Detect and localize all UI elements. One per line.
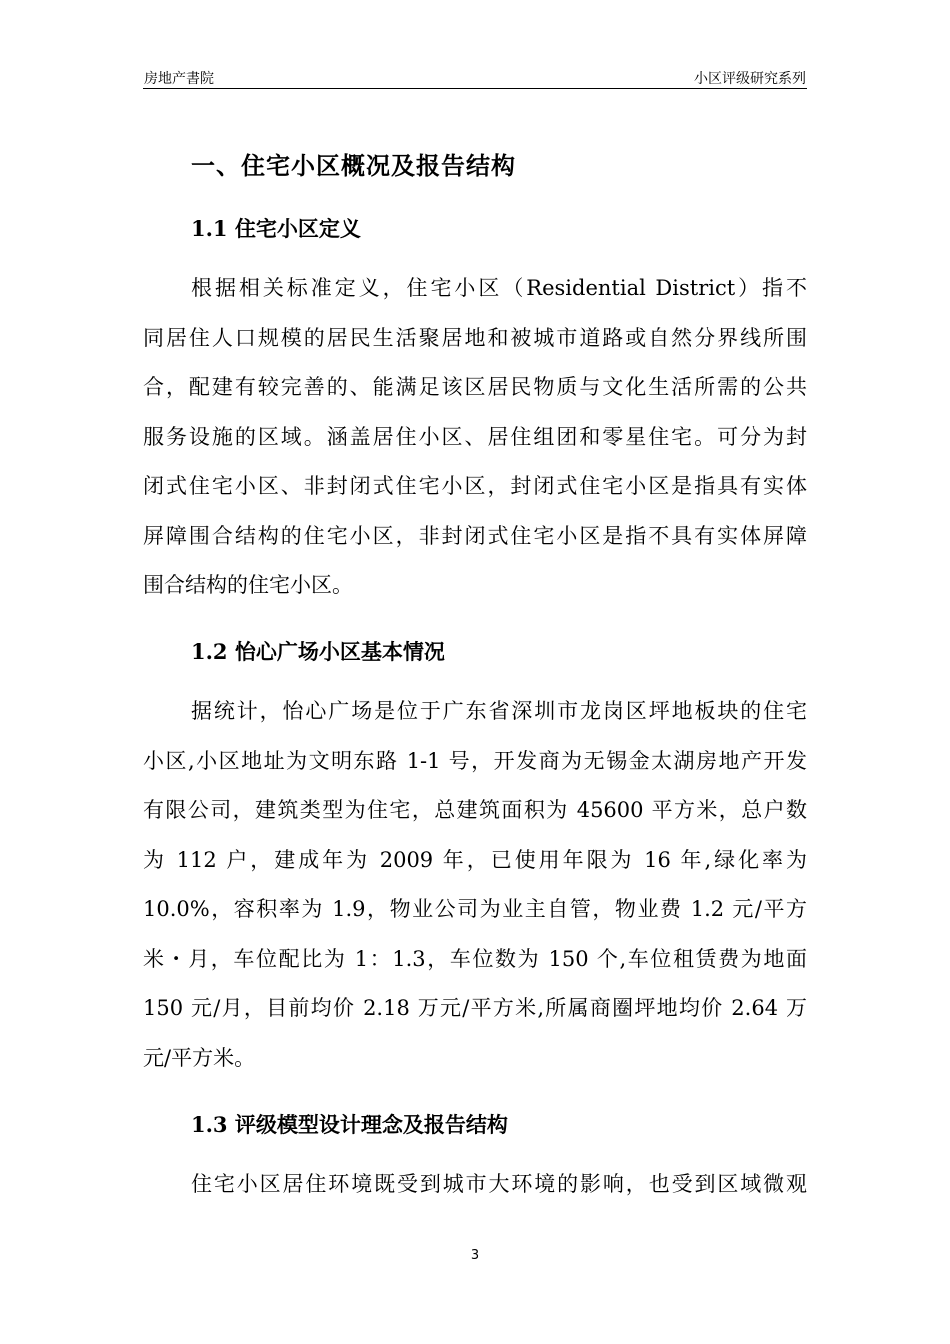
section-1-3-paragraph <box>143 1160 807 1210</box>
page-number: 3 <box>470 1248 480 1263</box>
header-left-text: 房地产書院 <box>144 71 214 87</box>
paragraph-line: 根据相关标准定义，住宅小区（Residential District）指不 <box>191 276 807 300</box>
paragraph-line: 小区,小区地址为文明东路 1-1 号，开发商为无锡金太湖房地产开发 <box>143 748 807 773</box>
paragraph-line: 元/平方米。 <box>143 1045 256 1070</box>
paragraph-line: 围合结构的住宅小区。 <box>143 573 353 597</box>
section-heading-1-2: 1.2 怡心广场小区基本情况 <box>191 639 445 664</box>
paragraph-line: 150 元/月，目前均价 2.18 万元/平方米,所属商圈坪地均价 2.64 万 <box>143 996 807 1020</box>
paragraph-line: 有限公司，建筑类型为住宅，总建筑面积为 45600 平方米，总户数 <box>143 798 807 822</box>
paragraph-line: 米・月，车位配比为 1：1.3，车位数为 150 个,车位租赁费为地面 <box>143 946 807 971</box>
header-right-text: 小区评级研究系列 <box>694 71 806 87</box>
paragraph-line: 同居住人口规模的居民生活聚居地和被城市道路或自然分界线所围 <box>143 325 807 350</box>
paragraph-line: 据统计，怡心广场是位于广东省深圳市龙岗区坪地板块的住宅 <box>191 699 807 723</box>
section-1-1-paragraph <box>143 264 807 611</box>
page-header <box>143 66 807 89</box>
paragraph-line: 10.0%，容积率为 1.9，物业公司为业主自管，物业费 1.2 元/平方 <box>143 897 807 921</box>
section-heading-1-1: 1.1 住宅小区定义 <box>191 216 361 241</box>
paragraph-line: 合，配建有较完善的、能满足该区居民物质与文化生活所需的公共 <box>143 375 807 399</box>
paragraph-line: 住宅小区居住环境既受到城市大环境的影响，也受到区域微观 <box>191 1172 807 1196</box>
paragraph-line: 屏障围合结构的住宅小区，非封闭式住宅小区是指不具有实体屏障 <box>143 523 807 548</box>
chapter-title: 一、住宅小区概况及报告结构 <box>191 151 516 180</box>
paragraph-line: 闭式住宅小区、非封闭式住宅小区，封闭式住宅小区是指具有实体 <box>143 474 807 498</box>
paragraph-line: 为 112 户，建成年为 2009 年，已使用年限为 16 年,绿化率为 <box>143 847 807 872</box>
paragraph-line: 服务设施的区域。涵盖居住小区、居住组团和零星住宅。可分为封 <box>143 424 807 449</box>
section-1-2-paragraph <box>143 687 807 1083</box>
section-heading-1-3: 1.3 评级模型设计理念及报告结构 <box>191 1112 508 1137</box>
